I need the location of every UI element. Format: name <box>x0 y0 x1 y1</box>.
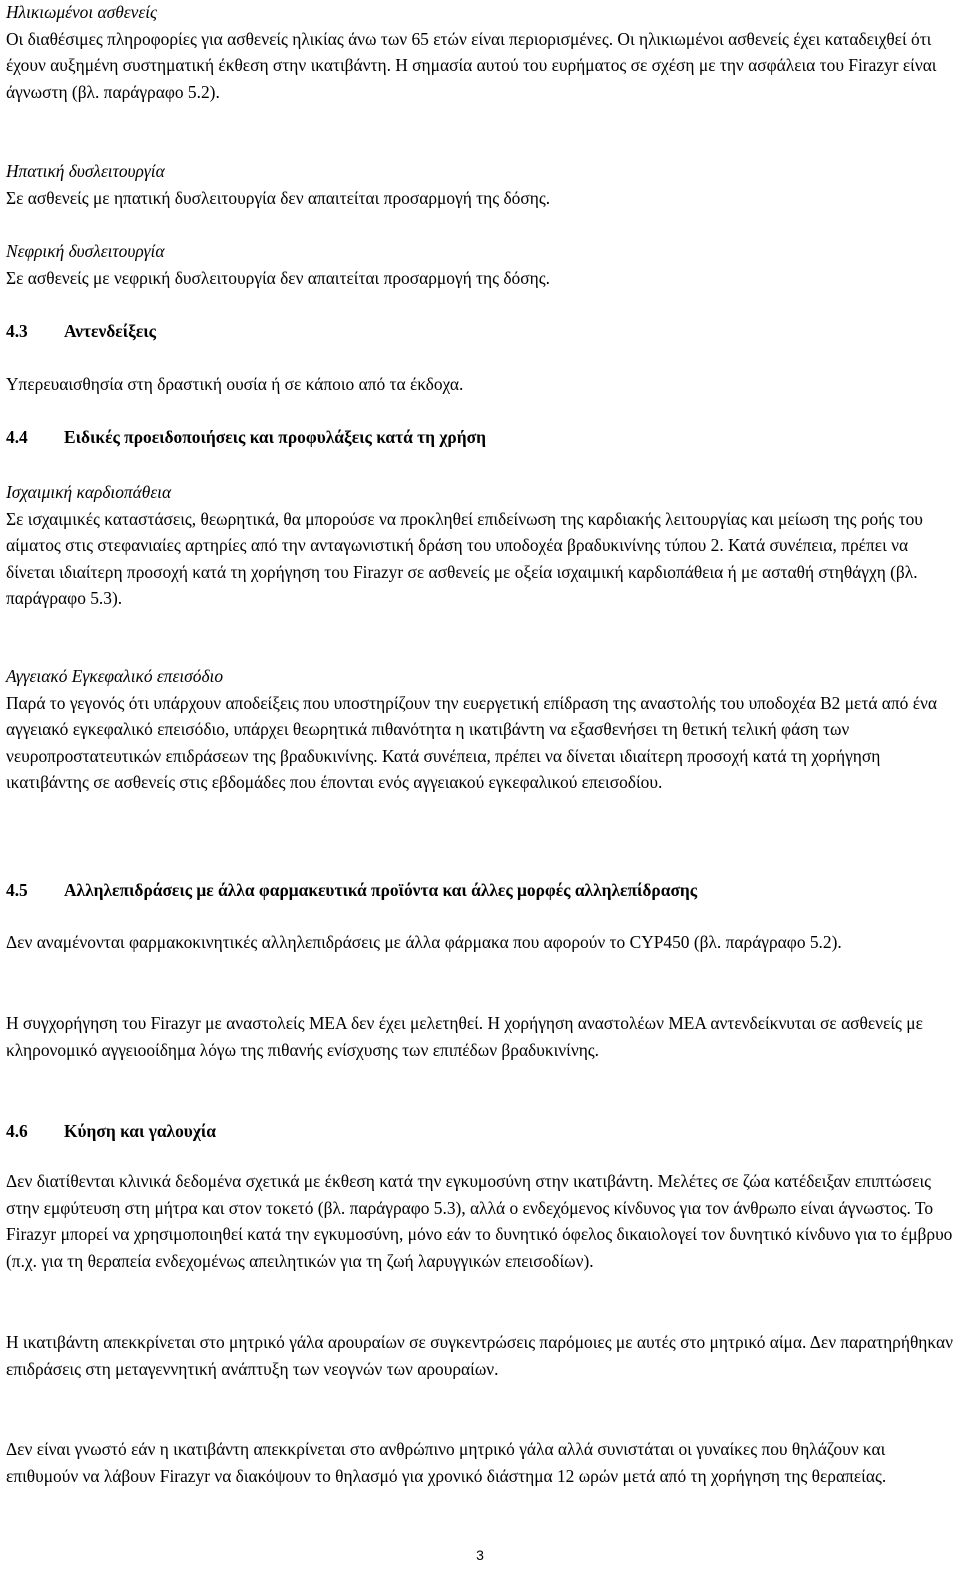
interactions-p1 <box>6 929 956 956</box>
pregnancy-p1 <box>6 1168 956 1274</box>
section-title: Ειδικές προειδοποιήσεις και προφυλάξεις κατά τη χρήση <box>64 427 486 447</box>
section-title: Αντενδείξεις <box>64 321 157 341</box>
pregnancy-paragraph-2: Η ικατιβάντη απεκκρίνεται στο μητρικό γάλα αρουραίων σε συγκεντρώσεις παρόμοιες με αυτές στο μητρικό αίμα. Δεν παρατηρήθηκαν επιδράσεις στη μεταγεννητική ανάπτυξη των νεογνών των αρουραίων. <box>6 1332 953 1379</box>
ischemic-heading: Ισχαιμική καρδιοπάθεια <box>6 482 172 502</box>
section-4-4 <box>6 424 956 451</box>
ischemic-section <box>6 479 956 612</box>
renal-heading: Νεφρική δυσλειτουργία <box>6 241 165 261</box>
section-4-3-body <box>6 371 956 398</box>
section-title: Αλληλεπιδράσεις με άλλα φαρμακευτικά προϊόντα και άλλες μορφές αλληλεπίδρασης <box>64 880 698 900</box>
elderly-heading: Ηλικιωμένοι ασθενείς <box>6 2 158 22</box>
interactions-paragraph-2: Η συγχορήγηση του Firazyr με αναστολείς ΜΕΑ δεν έχει μελετηθεί. Η χορήγηση αναστολέων ΜΕΑ αντενδείκνυται σε ασθενείς με κληρονομικό αγγειοοίδημα λόγω της πιθανής ενίσχυσης των επιπέδων βραδυκινίνης. <box>6 1013 923 1060</box>
hepatic-heading: Ηπατική δυσλειτουργία <box>6 161 165 181</box>
section-number: 4.3 <box>6 321 28 341</box>
section-4-3-heading <box>6 318 956 345</box>
pregnancy-paragraph-3: Δεν είναι γνωστό εάν η ικατιβάντη απεκκρίνεται στο ανθρώπινο μητρικό γάλα αλλά συνιστάται οι γυναίκες που θηλάζουν και επιθυμούν να λάβουν Firazyr να διακόψουν το θηλασμό για χρονικό διάστημα 12 ωρών μετά από τη χορήγηση της θεραπείας. <box>6 1439 887 1486</box>
section-4-6 <box>6 1118 956 1145</box>
section-4-5 <box>6 877 956 904</box>
contraindications-paragraph: Υπερευαισθησία στη δραστική ουσία ή σε κάποιο από τα έκδοχα. <box>6 374 464 394</box>
elderly-section <box>6 0 956 105</box>
section-number: 4.5 <box>6 880 28 900</box>
stroke-paragraph: Παρά το γεγονός ότι υπάρχουν αποδείξεις που υποστηρίζουν την ευεργετική επίδραση της αναστολής του υποδοχέα B2 μετά από ένα αγγειακό εγκεφαλικό επεισόδιο, υπάρχει θεωρητικά πιθανότητα η ικατιβάντη να εξασθενήσει τη θετική τελική φάση των νευροπροστατευτικών επιδράσεων της βραδυκινίνης. Κατά συνέπεια, πρέπει να δίνεται ιδιαίτερη προσοχή κατά τη χορήγηση ικατιβάντης σε ασθενείς στις εβδομάδες που έπονται ενός αγγειακού εγκεφαλικού επεισοδίου. <box>6 692 937 793</box>
section-4-4-heading <box>6 424 956 451</box>
pregnancy-p2 <box>6 1329 956 1382</box>
renal-section <box>6 238 956 291</box>
section-4-6-heading <box>6 1118 956 1145</box>
stroke-section <box>6 663 956 796</box>
section-4-5-heading <box>6 877 956 904</box>
pregnancy-p3 <box>6 1436 956 1489</box>
hepatic-paragraph: Σε ασθενείς με ηπατική δυσλειτουργία δεν απαιτείται προσαρμογή της δόσης. <box>6 187 551 208</box>
section-number: 4.4 <box>6 427 28 447</box>
elderly-paragraph: Οι διαθέσιμες πληροφορίες για ασθενείς ηλικίας άνω των 65 ετών είναι περιορισμένες. Οι ηλικιωμένοι ασθενείς έχει καταδειχθεί ότι έχουν αυξημένη συστηματική έκθεση στην ικατιβάντη. Η σημασία αυτού του ευρήματος σε σχέση με την ασφάλεια του Firazyr είναι άγνωστη (βλ. παράγραφο 5.2). <box>6 28 937 102</box>
section-number: 4.6 <box>6 1121 28 1141</box>
pregnancy-paragraph-1: Δεν διατίθενται κλινικά δεδομένα σχετικά με έκθεση κατά την εγκυμοσύνη στην ικατιβάντη. Μελέτες σε ζώα κατέδειξαν επιπτώσεις στην εμφύτευση στη μήτρα και στον τοκετό (βλ. παράγραφο 5.3), αλλά ο ενδεχόμενος κίνδυνος για τον άνθρωπο είναι άγνωστος. Το Firazyr μπορεί να χρησιμοποιηθεί κατά την εγκυμοσύνη, μόνο εάν το δυνητικό όφελος δικαιολογεί τον δυνητικό κίνδυνο για το έμβρυο (π.χ. για τη θεραπεία ενδεχομένως απειλητικών για τη ζωή λαρυγγικών επεισοδίων). <box>6 1171 953 1271</box>
section-4-3 <box>6 318 956 345</box>
hepatic-section <box>6 158 956 211</box>
page-number: 3 <box>476 1547 484 1563</box>
section-title: Κύηση και γαλουχία <box>64 1121 216 1141</box>
ischemic-paragraph: Σε ισχαιμικές καταστάσεις, θεωρητικά, θα μπορούσε να προκληθεί επιδείνωση της καρδιακής λειτουργίας και μείωση της ροής του αίματος στις στεφανιαίες αρτηρίες από την ανταγωνιστική δράση του υποδοχέα βραδυκινίνης τύπου 2. Κατά συνέπεια, πρέπει να δίνεται ιδιαίτερη προσοχή κατά τη χορήγηση του Firazyr σε ασθενείς με οξεία ισχαιμική καρδιοπάθεια ή με ασταθή στηθάγχη (βλ. παράγραφο 5.3). <box>6 508 923 609</box>
stroke-heading: Αγγειακό Εγκεφαλικό επεισόδιο <box>6 666 224 686</box>
interactions-p2 <box>6 1010 956 1063</box>
renal-paragraph: Σε ασθενείς με νεφρική δυσλειτουργία δεν απαιτείται προσαρμογή της δόσης. <box>6 267 550 288</box>
interactions-paragraph-1: Δεν αναμένονται φαρμακοκινητικές αλληλεπιδράσεις με άλλα φάρμακα που αφορούν το CYP450 (βλ. παράγραφο 5.2). <box>6 932 842 952</box>
